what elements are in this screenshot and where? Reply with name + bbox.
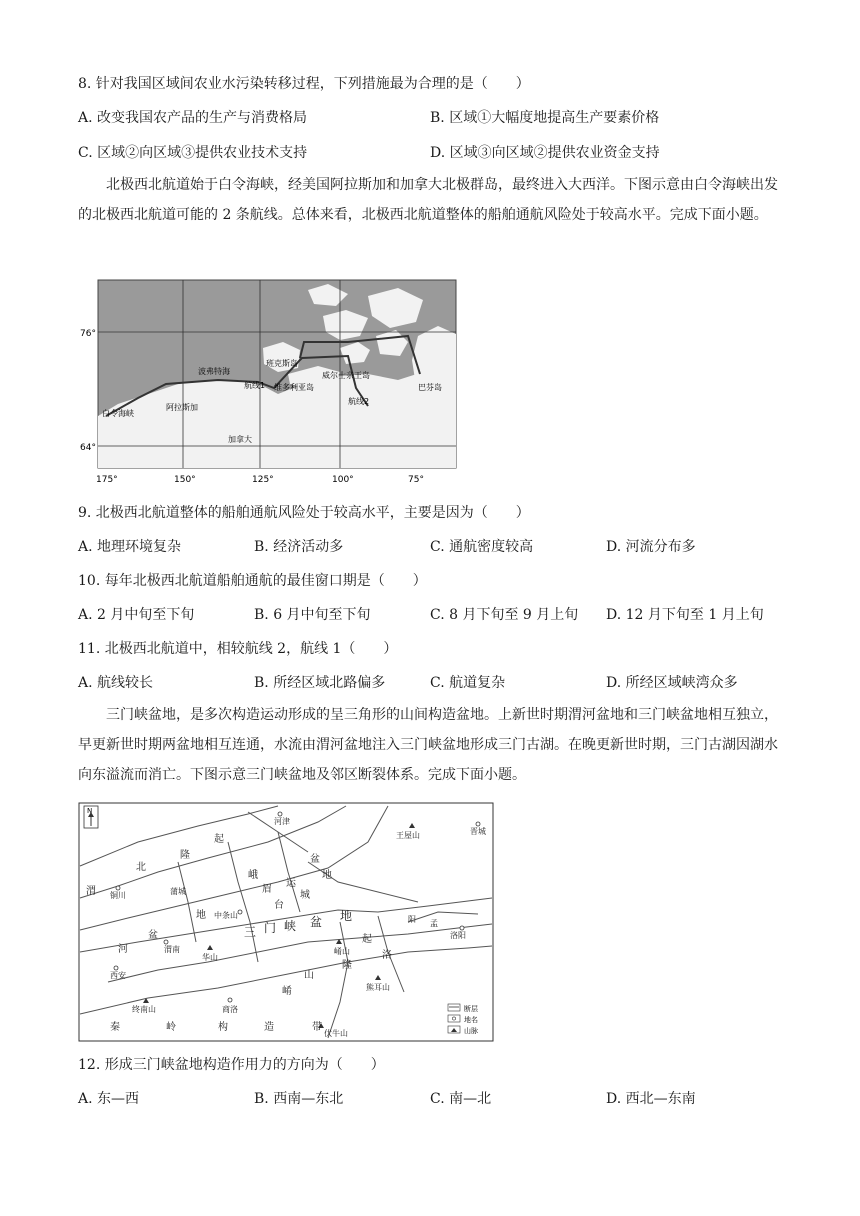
svg-text:秦: 秦 bbox=[110, 1022, 120, 1033]
svg-text:起: 起 bbox=[214, 834, 224, 845]
place-prince-of-wales-island: 威尔士亲王岛 bbox=[322, 371, 370, 380]
svg-text:带: 带 bbox=[312, 1022, 322, 1033]
svg-text:隆: 隆 bbox=[180, 850, 190, 861]
q11-option-a: A. 航线较长 bbox=[78, 675, 154, 691]
city-icon bbox=[116, 886, 120, 890]
city-icon bbox=[238, 910, 242, 914]
place-tongchuan: 铜川 bbox=[110, 891, 126, 900]
q8-option-c: C. 区域②向区域③提供农业技术支持 bbox=[78, 145, 308, 161]
svg-text:眉: 眉 bbox=[262, 884, 272, 895]
q8-option-d: D. 区域③向区域②提供农业资金支持 bbox=[430, 145, 660, 161]
svg-text:盆: 盆 bbox=[310, 915, 323, 929]
lon-label-100: 100° bbox=[332, 475, 354, 485]
q8-option-a: A. 改变我国农产品的生产与消费格局 bbox=[78, 110, 308, 126]
q10-option-a: A. 2 月中旬至下旬 bbox=[78, 607, 195, 623]
city-icon bbox=[164, 940, 168, 944]
place-wangwushan: 王屋山 bbox=[396, 831, 420, 840]
place-shangluo: 商洛 bbox=[222, 1005, 238, 1014]
place-luoyang: 洛阳 bbox=[450, 931, 466, 940]
place-weinan: 渭南 bbox=[164, 945, 180, 954]
svg-text:运: 运 bbox=[286, 878, 296, 889]
svg-text:地: 地 bbox=[340, 909, 353, 923]
north-label: N bbox=[87, 807, 93, 815]
svg-text:城: 城 bbox=[300, 890, 310, 901]
place-funiushan: 伏牛山 bbox=[324, 1029, 348, 1038]
place-meng: 孟 bbox=[430, 919, 438, 928]
q11-stem: 11. 北极西北航道中，相较航线 2，航线 1（ ） bbox=[78, 641, 398, 657]
svg-text:台: 台 bbox=[274, 900, 284, 911]
lon-label-150: 150° bbox=[174, 475, 196, 485]
place-canada: 加拿大 bbox=[228, 435, 252, 444]
svg-text:岭: 岭 bbox=[166, 1022, 176, 1033]
svg-text:洛: 洛 bbox=[382, 950, 392, 961]
svg-text:地: 地 bbox=[196, 910, 206, 921]
passage-sanmenxia-basin: 三门峡盆地，是多次构造运动形成的呈三角形的山间构造盆地。上新世时期渭河盆地和三门峡盆地相互独立，早更新世时期两盆地相互连通，水流由渭河盆地注入三门峡盆地形成三门古湖。在晚更新世时期，三门古湖因湖水向东溢流而消亡。下图示意三门峡盆地及邻区断裂体系。完成下面小题。 bbox=[78, 707, 778, 783]
q10-option-d: D. 12 月下旬至 1 月上旬 bbox=[606, 607, 764, 623]
legend-fault: 断层 bbox=[464, 1005, 478, 1013]
place-jincheng: 晋城 bbox=[470, 827, 486, 836]
svg-text:峨: 峨 bbox=[248, 870, 258, 881]
label-route-1: 航线1 bbox=[244, 381, 266, 390]
place-xiaoshan: 崤山 bbox=[334, 947, 350, 956]
place-bering-strait: 白令海峡 bbox=[102, 409, 134, 418]
place-xiongershan: 熊耳山 bbox=[366, 983, 390, 992]
svg-text:河: 河 bbox=[118, 944, 128, 955]
q9-option-d: D. 河流分布多 bbox=[606, 539, 696, 555]
q12-option-b: B. 西南—东北 bbox=[254, 1091, 344, 1107]
q8-option-b: B. 区域①大幅度地提高生产要素价格 bbox=[430, 110, 660, 126]
q12-option-d: D. 西北—东南 bbox=[606, 1091, 696, 1107]
lat-label-76: 76° bbox=[80, 329, 96, 339]
city-icon bbox=[228, 998, 232, 1002]
q12-option-a: A. 东—西 bbox=[78, 1091, 140, 1107]
svg-text:三: 三 bbox=[244, 925, 257, 939]
place-huashan: 华山 bbox=[202, 953, 218, 962]
label-route-2: 航线2 bbox=[348, 397, 370, 406]
svg-text:构: 构 bbox=[218, 1022, 228, 1033]
q8-stem: 8. 针对我国区域间农业水污染转移过程，下列措施最为合理的是（ ） bbox=[78, 76, 530, 92]
q10-stem: 10. 每年北极西北航道船舶通航的最佳窗口期是（ ） bbox=[78, 573, 427, 589]
svg-text:隆: 隆 bbox=[342, 960, 352, 971]
svg-text:盆: 盆 bbox=[148, 930, 158, 941]
svg-text:山: 山 bbox=[304, 970, 314, 981]
q12-option-c: C. 南—北 bbox=[430, 1091, 492, 1107]
svg-text:起: 起 bbox=[362, 934, 372, 945]
place-beaufort-sea: 波弗特海 bbox=[198, 367, 230, 376]
place-baffin-island: 巴芬岛 bbox=[418, 383, 442, 392]
place-legend-icon bbox=[452, 1017, 455, 1020]
q11-option-d: D. 所经区域峡湾众多 bbox=[606, 675, 738, 691]
q10-option-b: B. 6 月中旬至下旬 bbox=[254, 607, 371, 623]
svg-text:北: 北 bbox=[136, 862, 146, 873]
passage-northwest-passage: 北极西北航道始于白令海峡，经美国阿拉斯加和加拿大北极群岛，最终进入大西洋。下图示意由白令海峡出发的北极西北航道可能的 2 条航线。总体来看，北极西北航道整体的船舶通航风险处于较高水平。完成下面小题。 bbox=[78, 177, 778, 223]
svg-text:门: 门 bbox=[264, 921, 277, 935]
city-icon bbox=[476, 822, 480, 826]
place-banks-island: 班克斯岛 bbox=[266, 359, 298, 368]
city-icon bbox=[114, 966, 118, 970]
q9-option-c: C. 通航密度较高 bbox=[430, 539, 534, 555]
lat-label-64: 64° bbox=[80, 443, 96, 453]
svg-text:渭: 渭 bbox=[86, 886, 96, 897]
place-hejin: 河津 bbox=[274, 817, 290, 826]
sanmenxia-fault-map bbox=[78, 802, 494, 1042]
city-icon bbox=[278, 812, 282, 816]
lon-label-175: 175° bbox=[96, 475, 118, 485]
svg-text:蒲城: 蒲城 bbox=[170, 887, 186, 896]
place-victoria-island: 维多利亚岛 bbox=[274, 383, 314, 392]
legend-mountain: 山脉 bbox=[464, 1027, 478, 1035]
northwest-passage-map bbox=[78, 276, 478, 486]
q10-option-c: C. 8 月下旬至 9 月上旬 bbox=[430, 607, 579, 623]
q11-option-c: C. 航道复杂 bbox=[430, 675, 506, 691]
svg-text:峡: 峡 bbox=[284, 919, 297, 933]
svg-text:崤: 崤 bbox=[282, 986, 292, 997]
city-icon bbox=[460, 926, 464, 930]
q9-option-a: A. 地理环境复杂 bbox=[78, 539, 182, 555]
place-yang: 阳 bbox=[408, 915, 416, 924]
place-zhongtiaoshan: 中条山 bbox=[214, 911, 238, 920]
place-xian: 西安 bbox=[110, 971, 126, 980]
svg-text:造: 造 bbox=[264, 1022, 274, 1033]
q9-stem: 9. 北极西北航道整体的船舶通航风险处于较高水平，主要是因为（ ） bbox=[78, 505, 530, 521]
svg-text:地: 地 bbox=[322, 870, 332, 881]
q9-option-b: B. 经济活动多 bbox=[254, 539, 344, 555]
place-zhongnanshan: 终南山 bbox=[132, 1005, 156, 1014]
legend-place: 地名 bbox=[464, 1016, 478, 1024]
svg-text:盆: 盆 bbox=[310, 854, 320, 865]
place-alaska: 阿拉斯加 bbox=[166, 403, 198, 412]
q11-option-b: B. 所经区域北路偏多 bbox=[254, 675, 386, 691]
q12-stem: 12. 形成三门峡盆地构造作用力的方向为（ ） bbox=[78, 1057, 385, 1073]
lon-label-75: 75° bbox=[408, 475, 424, 485]
lon-label-125: 125° bbox=[252, 475, 274, 485]
